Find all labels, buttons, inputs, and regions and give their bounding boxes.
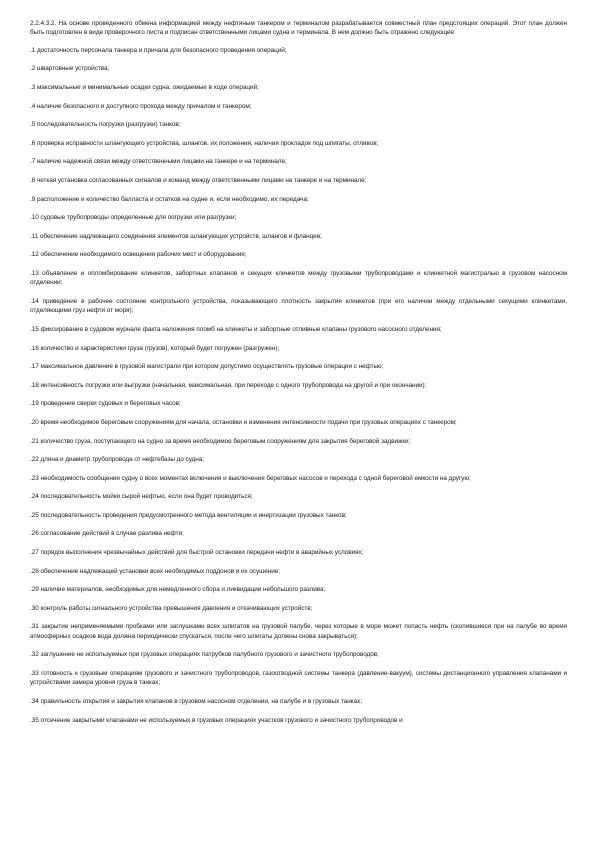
checklist-item: .30 контроль работы сигнального устройства превышения давления и откачивающих устройств;	[30, 604, 313, 612]
checklist-item: .22 длина и диаметр трубопровода от нефтебазы до судна;	[30, 456, 205, 464]
checklist-item: .31 закрытие неприменяемыми пробками или заглушками всех шпигатов на грузовой палубе, через которые в море может попасть нефть (скопившиеся при на палубе во время атмосферных осадков вода должна периодически спускаться, после чего шпигаты должны снова закрываться);	[30, 623, 567, 640]
checklist-item: .9 расположение и количество балласта и остатков на судне и, если необходимо, их передача;	[30, 195, 309, 203]
checklist-item: .35 отсечение закрытыми клапанами не используемых в грузовых операциях участков грузового и зачистного трубопроводов и	[30, 716, 403, 724]
checklist-item: .14 приведение в рабочее состояние контрольного устройства, показывающего плотность закрытия клинкетов (при его наличии между отдельными секущими клинкетами, отделяющими груз нефти от моря);	[30, 297, 567, 315]
checklist-item: .2 швартовные устройства;	[30, 65, 110, 73]
checklist-item: .19 проведение сверки судовых и береговых часов;	[30, 400, 181, 408]
checklist-item: .8 четкая установка согласованных сигналов и команд между ответственными лицами на танкере и на терминале;	[30, 176, 367, 184]
checklist-item: .16 количество и характеристики груза (грузов), который будет погружен (разгружен);	[30, 344, 280, 352]
checklist-item: .17 максимальное давление в грузовой магистрали при котором допустимо осуществлять грузовые операции с нефтью;	[30, 363, 384, 371]
checklist-item: .28 обеспечение надлежащей установки всех необходимых поддонов и их осушение;	[30, 567, 280, 575]
checklist-item: .33 готовность к грузовым операциям грузового и зачистного трубопроводов, газоотводной системы танкера (давление-вакуум), системы дистанционного управления клапанами и устройствами замера уровня груза в танках;	[30, 670, 567, 687]
checklist-item: .10 судовые трубопроводы определенные для погрузки или разгрузки;	[30, 214, 237, 222]
checklist-item: .6 проверка исправности шлангующего устройства, шлангов, их положения, наличия прокладок под шпигаты, отливов;	[30, 139, 379, 147]
checklist-item: .26 согласование действий в случае разлива нефти;	[30, 530, 184, 538]
checklist	[30, 46, 567, 725]
checklist-item: .3 максимальные и минимальные осадки судна, ожидаемые в ходе операций;	[30, 84, 259, 91]
checklist-item: .24 последовательность мойки сырой нефтью, если она будет проводиться;	[30, 493, 253, 501]
checklist-item: .20 время необходимое береговым сооружениям для начала, остановки и изменения интенсивности подачи при грузовых операциях с танкером;	[30, 418, 457, 426]
checklist-item: .34 правильность открытия и закрытия клапанов в грузовом насосном отделении, на палубе и в грузовых танках;	[30, 698, 362, 706]
checklist-item: .21 количество груза, поступающего на судно за время необходимое береговым сооружениям для закрытия береговой задвижки;	[30, 437, 411, 445]
checklist-item: .23 необходимость сообщения судну о всех моментах включения и выключения береговых насосов и перехода с одной береговой емкости на другую;	[30, 474, 471, 482]
checklist-item: .25 последовательность проведения предусмотренного метода вентиляции и инертизации грузовых танков;	[30, 511, 347, 519]
checklist-item: .15 фиксирование в судовом журнале факта наложения пломб на клинкеты и забортные отливные клапаны грузового насосного отделения;	[30, 325, 442, 333]
checklist-item: .7 наличие надежной связи между ответственными лицами на танкере и на терминале;	[30, 158, 287, 166]
checklist-item: .4 наличие безопасного и доступного прохода между причалом и танкером;	[30, 102, 252, 110]
checklist-item: .27 порядок выполнения чрезвычайных действий для быстрой остановки передачи нефти в аварийных условиях;	[30, 549, 364, 557]
checklist-item: .29 наличие материалов, необходимых для немедленного сбора и ликвидации небольшого разлива;	[30, 586, 326, 594]
document-page	[30, 19, 567, 734]
intro-paragraph: 2.2.4.3.2. На основе проведенного обмена информацией между нефтяным танкером и терминалом разрабатывается совместный план предстоящих операций. Этот план должен быть подготовлен в виде проверочного листа и подписан ответственными лицами судна и терминала. В нем должно быть отражено следующее:	[30, 20, 567, 37]
checklist-item: .11 обеспечение надлежащего соединения элементов шлангующих устройств, шлангов и фланцев;	[30, 232, 322, 240]
checklist-item: .5 последовательность погрузки (разгрузки) танков;	[30, 121, 181, 129]
checklist-item: .32 заглушение не используемых при грузовых операциях патрубков палубного грузового и зачистного трубопроводов;	[30, 651, 379, 659]
checklist-item: .12 обеспечение необходимого освещения рабочих мест и оборудования;	[30, 251, 247, 259]
checklist-item: .13 объявление и опломбирование клинкетов, забортных клапанов и секущих клинкетов между грузовыми трубопроводами и клинкетной магистралью в грузовом насосном отделении;	[30, 269, 567, 287]
checklist-item: .1 достаточность персонала танкера и причала для безопасного проведения операций;	[30, 46, 287, 54]
checklist-item: .18 интенсивность погрузки или выгрузки (начальная, максимальная, при переходе с одного трубопровода на другой и при окончании);	[30, 381, 427, 389]
